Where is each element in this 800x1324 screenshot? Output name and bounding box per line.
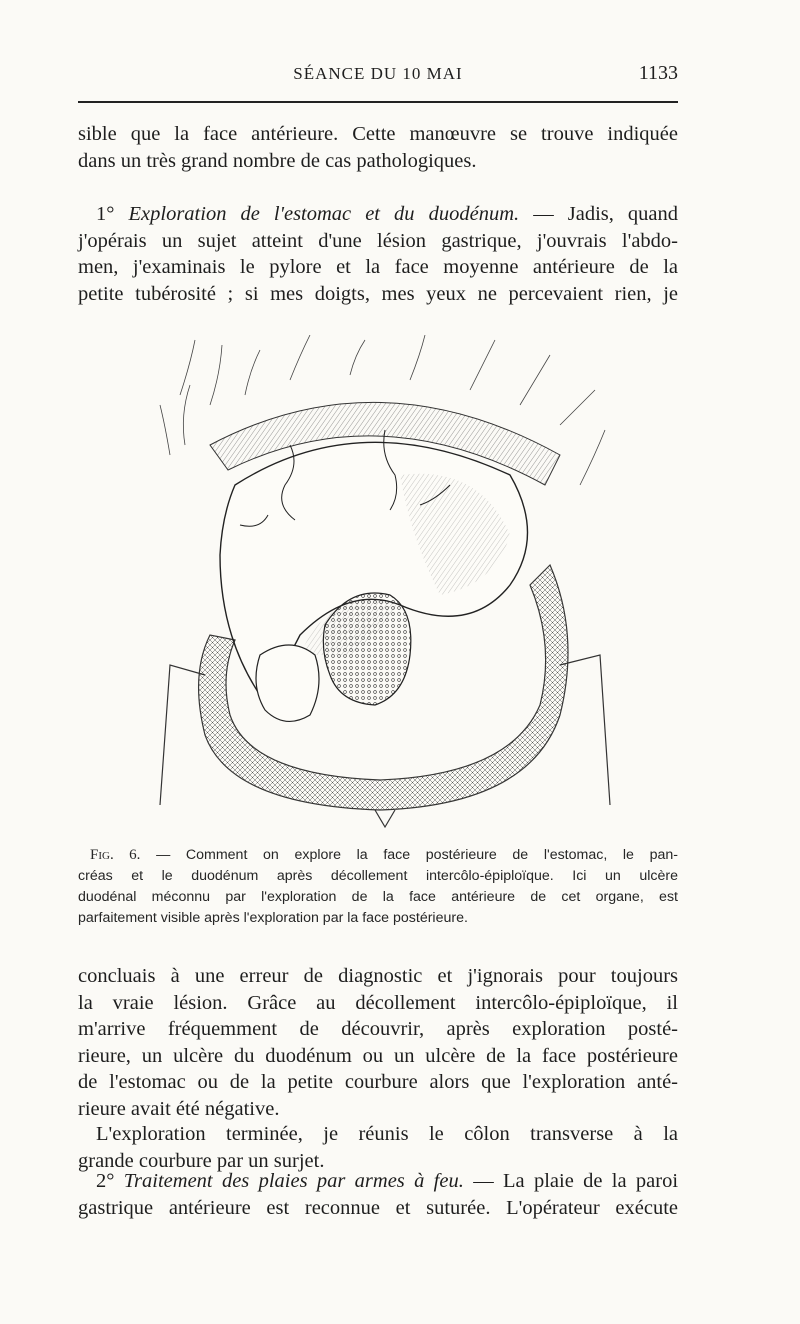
page-number: 1133 — [638, 62, 678, 84]
figure-caption — [78, 845, 678, 929]
section-heading: Exploration de l'estomac et du duodénum. — [128, 203, 520, 225]
paragraph-5 — [78, 1168, 678, 1221]
anatomical-illustration — [150, 335, 620, 835]
pancreas — [323, 593, 411, 705]
text-line: de l'estomac ou de la petite courbure alors que l'exploration anté- — [78, 1071, 678, 1093]
figure-label: Fig. 6. — [90, 847, 141, 863]
text-line: la vraie lésion. Grâce au décollement intercôlo-épiploïque, il — [78, 991, 678, 1014]
text-line: men, j'examinais le pylore et la face moyenne antérieure de la — [78, 256, 678, 278]
section-heading: Traitement des plaies par armes à feu. — [123, 1170, 464, 1192]
section-number: 1° — [96, 203, 115, 225]
running-head: SÉANCE DU 10 MAI — [293, 64, 463, 83]
text-line: L'exploration terminée, je réunis le côlon transverse à la — [96, 1123, 678, 1145]
text-line: concluais à une erreur de diagnostic et j'ignorais pour toujours — [78, 965, 678, 987]
header-rule — [78, 101, 678, 103]
duodenum — [256, 645, 319, 721]
text-line: dans un très grand nombre de cas pathologiques. — [78, 149, 477, 172]
caption-line: créas et le duodénum après décollement intercôlo-épiploïque. Ici un ulcère — [78, 868, 678, 884]
section-number: 2° — [96, 1170, 115, 1192]
text-line: gastrique antérieure est reconnue et suturée. L'opérateur exécute — [78, 1196, 678, 1219]
text-line: m'arrive fréquemment de découvrir, après exploration posté- — [78, 1018, 678, 1040]
caption-line: duodénal méconnu par l'exploration de la face antérieure de cet organe, est — [78, 889, 678, 905]
text-line: rieure avait été négative. — [78, 1097, 280, 1120]
text-fragment: — La plaie de la paroi — [473, 1170, 679, 1192]
text-line: sible que la face antérieure. Cette manœuvre se trouve indiquée — [78, 123, 678, 145]
text-fragment: — Jadis, quand — [533, 203, 679, 225]
text-line: petite tubérosité ; si mes doigts, mes yeux ne percevaient rien, je — [78, 282, 678, 305]
caption-line — [78, 845, 678, 866]
caption-text: — Comment on explore la face postérieure de l'estomac, le pan- — [156, 847, 678, 863]
paragraph-1 — [78, 121, 678, 174]
paragraph-2 — [78, 201, 678, 307]
page-header — [78, 62, 678, 92]
paragraph-3 — [78, 963, 678, 1122]
paragraph-4 — [78, 1121, 678, 1174]
text-line: grande courbure par un surjet. — [78, 1149, 325, 1172]
caption-line: parfaitement visible après l'exploration par la face postérieure. — [78, 910, 468, 926]
text-line — [78, 1168, 678, 1195]
text-line — [78, 201, 678, 228]
text-line: rieure, un ulcère du duodénum ou un ulcère de la face postérieure — [78, 1044, 678, 1067]
text-line: j'opérais un sujet atteint d'une lésion gastrique, j'ouvrais l'abdo- — [78, 229, 678, 252]
